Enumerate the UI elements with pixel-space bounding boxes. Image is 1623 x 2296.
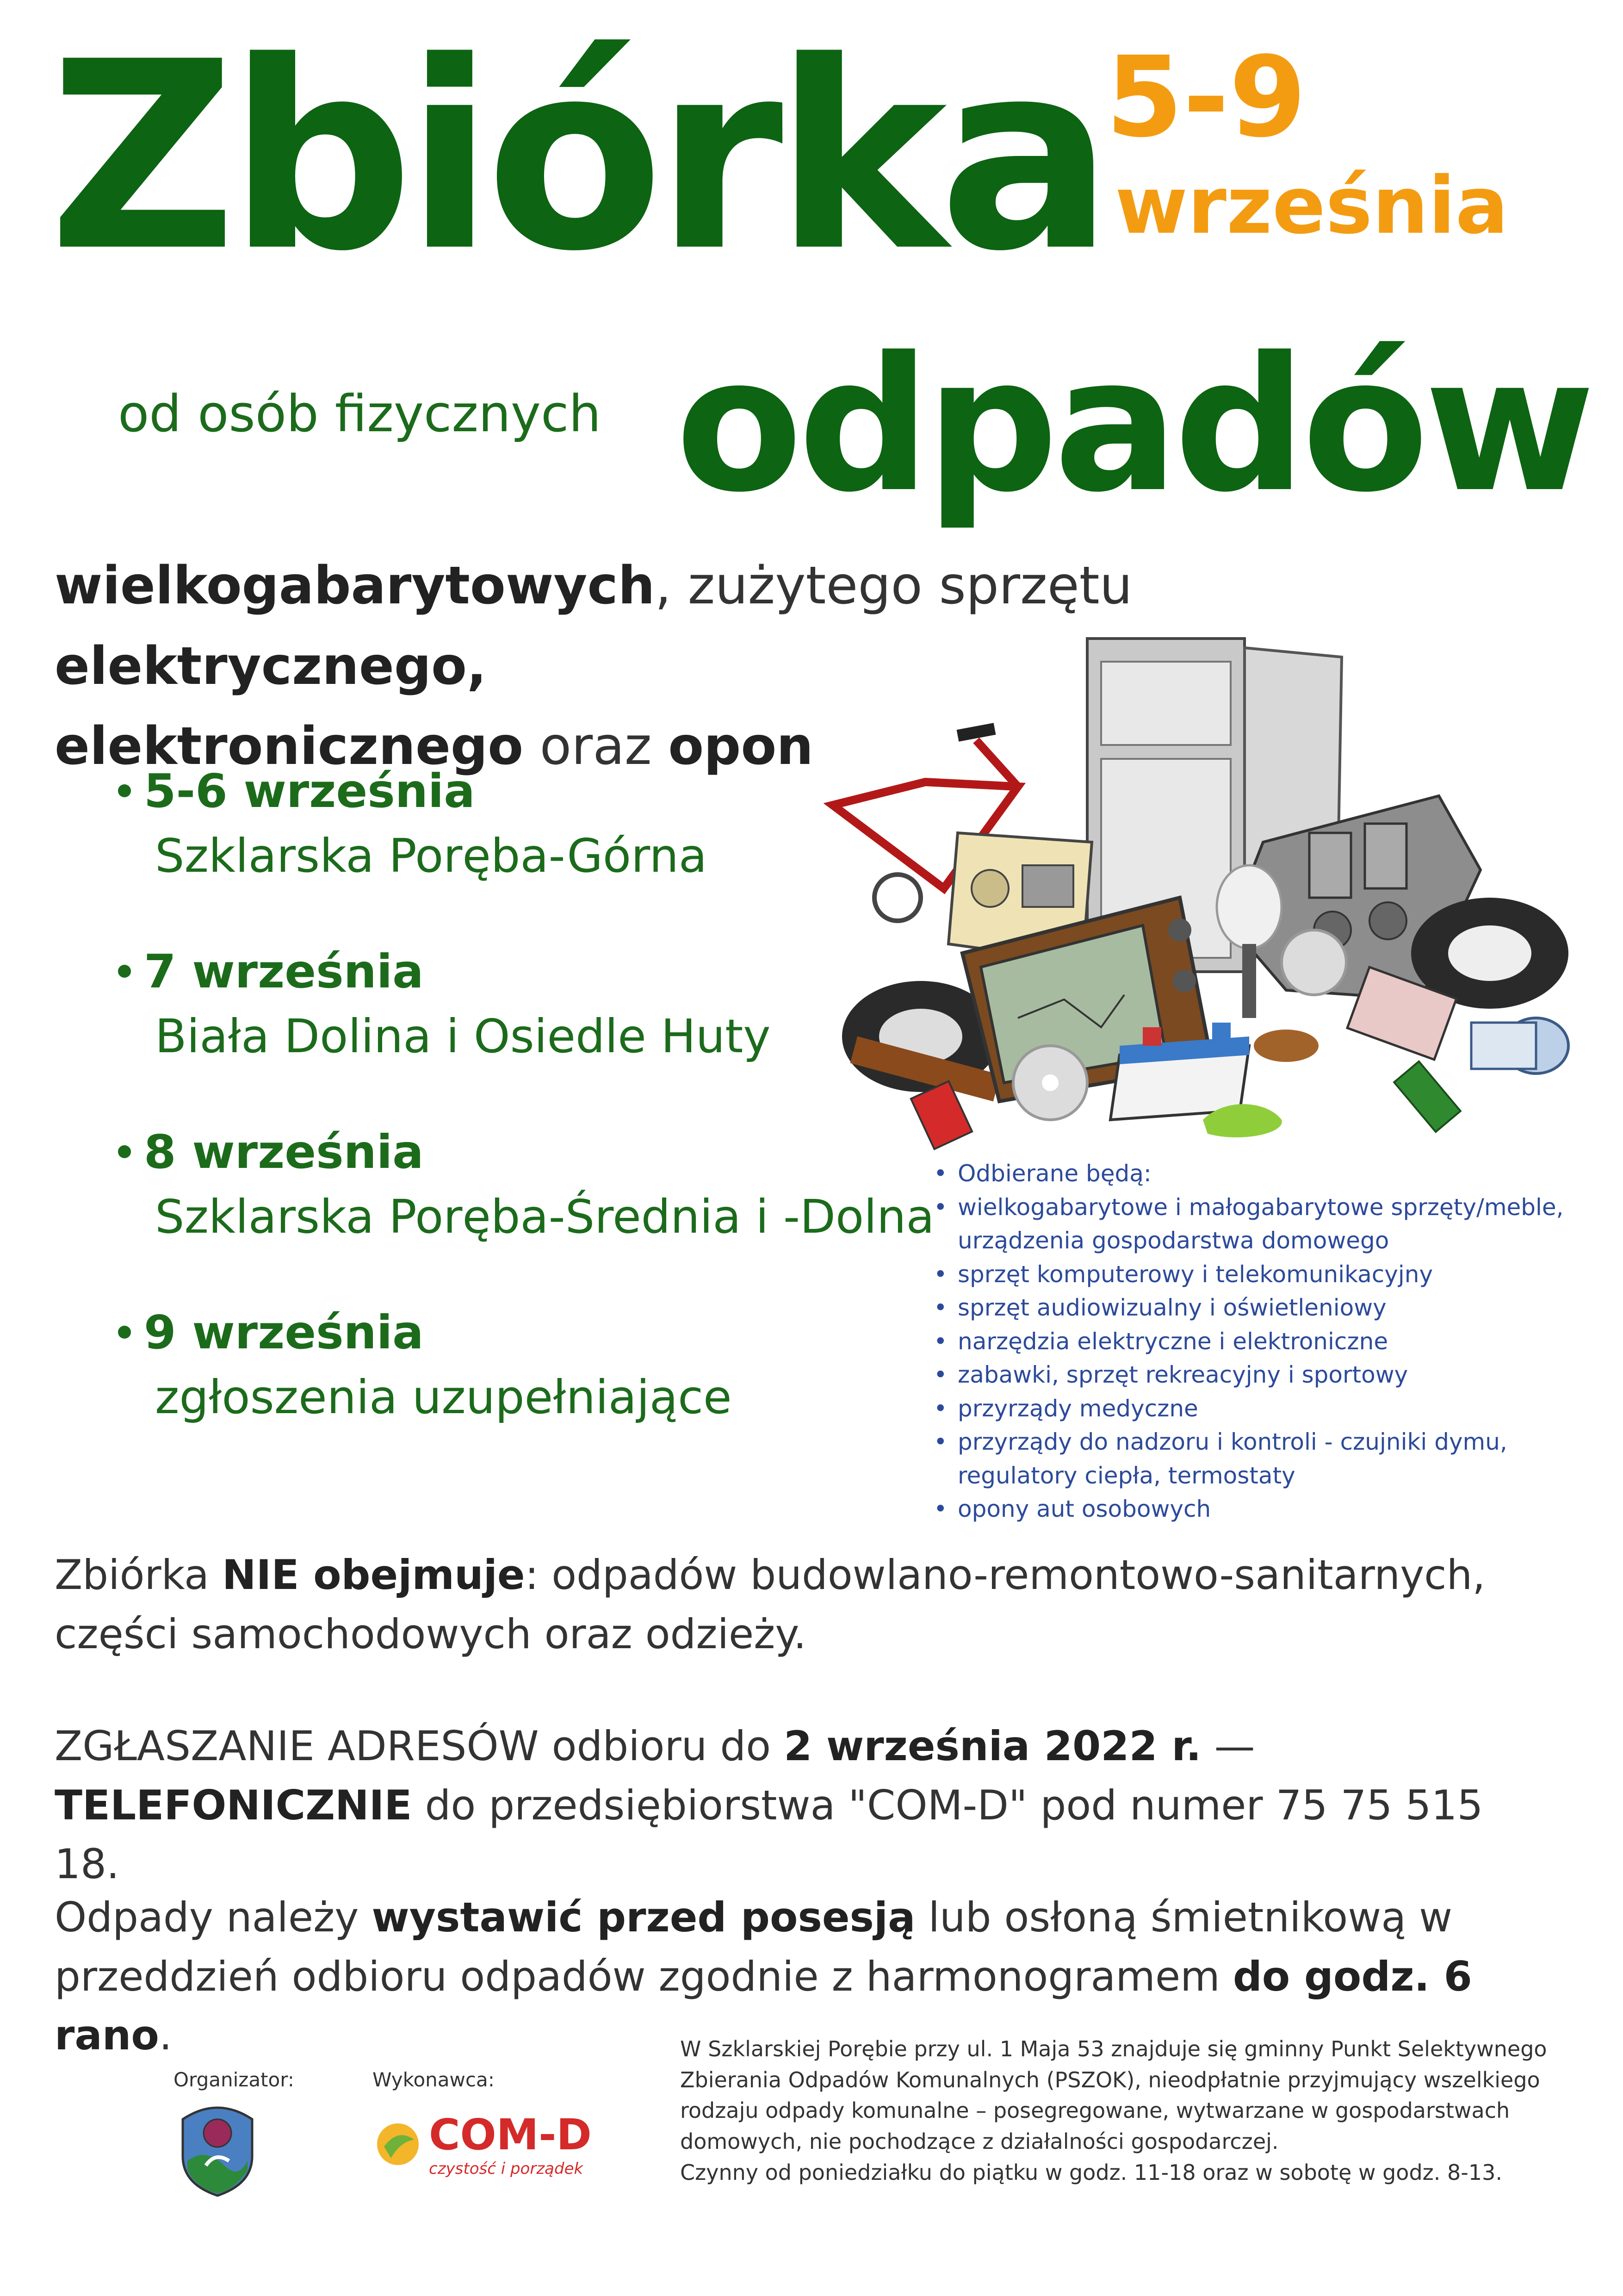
exclusion-bold: NIE obejmuje — [222, 1551, 525, 1599]
bullet-icon — [118, 965, 131, 978]
bread-icon — [1254, 1030, 1319, 1062]
schedule-place: Szklarska Poręba-Średnia i -Dolna — [155, 1190, 935, 1244]
registration-method: TELEFONICZNIE — [55, 1781, 412, 1829]
registration-paragraph: ZGŁASZANIE ADRESÓW odbioru do 2 września 2022 r. — TELEFONICZNIE do przedsiębiorstwa "COM-D" pod numer 75 75 515 18. — [55, 1722, 1483, 1888]
intro-bold-4: elektronicznego — [55, 716, 524, 777]
date-range: 5-9 — [1106, 32, 1307, 162]
bullet-icon — [118, 1326, 131, 1339]
accepted-item: • przyrządy do nadzoru i kontroli - czujniki dymu, regulatory ciepła, termostaty — [930, 1425, 1578, 1492]
placement-bold-1: wystawić przed posesją — [372, 1893, 916, 1941]
schedule-place: Biała Dolina i Osiedle Huty — [155, 1009, 771, 1063]
accepted-item: • sprzęt komputerowy i telekomunikacyjny — [930, 1258, 1578, 1291]
accepted-item: • wielkogabarytowe i małogabarytowe sprzęty/meble, urządzenia gospodarstwa domowego — [930, 1191, 1578, 1258]
intro-bold-6: opon — [668, 716, 814, 777]
subtitle: od osób fizycznych — [118, 384, 601, 443]
schedule-date: 5-6 września — [144, 764, 475, 818]
tin-can-icon — [1471, 1018, 1568, 1074]
accepted-item: • opony aut osobowych — [930, 1492, 1578, 1526]
schedule-place: zgłoszenia uzupełniające — [155, 1370, 732, 1424]
organizer-label: Organizator: — [173, 2068, 294, 2091]
exclusion-paragraph: Zbiórka NIE obejmuje: odpadów budowlano-remontowo-sanitarnych, części samochodowych oraz odzieży. — [55, 1551, 1486, 1658]
intro-bold-1: wielkogabarytowych — [55, 556, 655, 616]
intro-text-5: oraz — [523, 716, 669, 777]
accepted-item: • sprzęt audiowizualny i oświetleniowy — [930, 1291, 1578, 1325]
schedule-date: 7 września — [144, 944, 424, 999]
date-month: września — [1115, 160, 1509, 252]
bottle-icon — [1394, 1061, 1461, 1132]
schedule-item — [118, 1300, 951, 1430]
contractor-label: Wykonawca: — [372, 2068, 495, 2091]
pszok-info — [680, 2034, 1596, 2188]
placement-bold-2: do godz. 6 rano — [55, 1952, 1472, 2060]
schedule-place: Szklarska Poręba-Górna — [155, 829, 707, 883]
intro-text-2: , zużytego sprzętu — [655, 556, 1133, 616]
comd-slogan: czystość i porządek — [429, 2159, 583, 2178]
comd-logo — [372, 2110, 592, 2178]
pszok-text: W Szklarskiej Porębie przy ul. 1 Maja 53 znajduje się gminny Punkt Selektywnego Zbierania Odpadów Komunalnych (PSZOK), nieodpłatnie przyjmujący wszelkiego rodzaju odpady komunalne – posegregowane, wytwarzane w gospodarstwach domowych, nie pochodzące z działalności gospodarczej. — [680, 2036, 1547, 2154]
accepted-item: • przyrządy medyczne — [930, 1392, 1578, 1426]
accepted-item: • narzędzia elektryczne i elektroniczne — [930, 1325, 1578, 1359]
schedule-date: 9 września — [144, 1305, 424, 1359]
accepted-items — [930, 1157, 1578, 1526]
waste-pile-illustration — [824, 629, 1582, 1157]
intro-bold-3: elektrycznego, — [55, 636, 487, 696]
registration-date: 2 września 2022 r. — [784, 1722, 1202, 1770]
bullet-icon — [118, 1145, 131, 1158]
title-zbiorka: Zbiórka — [49, 6, 1106, 308]
comd-name: COM-D — [429, 2110, 592, 2159]
accepted-heading: • Odbierane będą: — [930, 1157, 1578, 1191]
coat-of-arms-icon — [178, 2101, 257, 2198]
placement-paragraph: Odpady należy wystawić przed posesją lub osłoną śmietnikową w przeddzień odbioru odpadów zgodnie z harmonogramem do godz. 6 rano. — [55, 1893, 1472, 2060]
comd-logo-icon — [372, 2119, 423, 2170]
schedule-date: 8 września — [144, 1125, 424, 1179]
bullet-icon — [118, 784, 131, 797]
title-odpadow: odpadów — [675, 318, 1591, 533]
accepted-item: • zabawki, sprzęt rekreacyjny i sportowy — [930, 1358, 1578, 1392]
pszok-hours: Czynny od poniedziałku do piątku w godz. 11-18 oraz w sobotę w godz. 8-13. — [680, 2159, 1503, 2185]
